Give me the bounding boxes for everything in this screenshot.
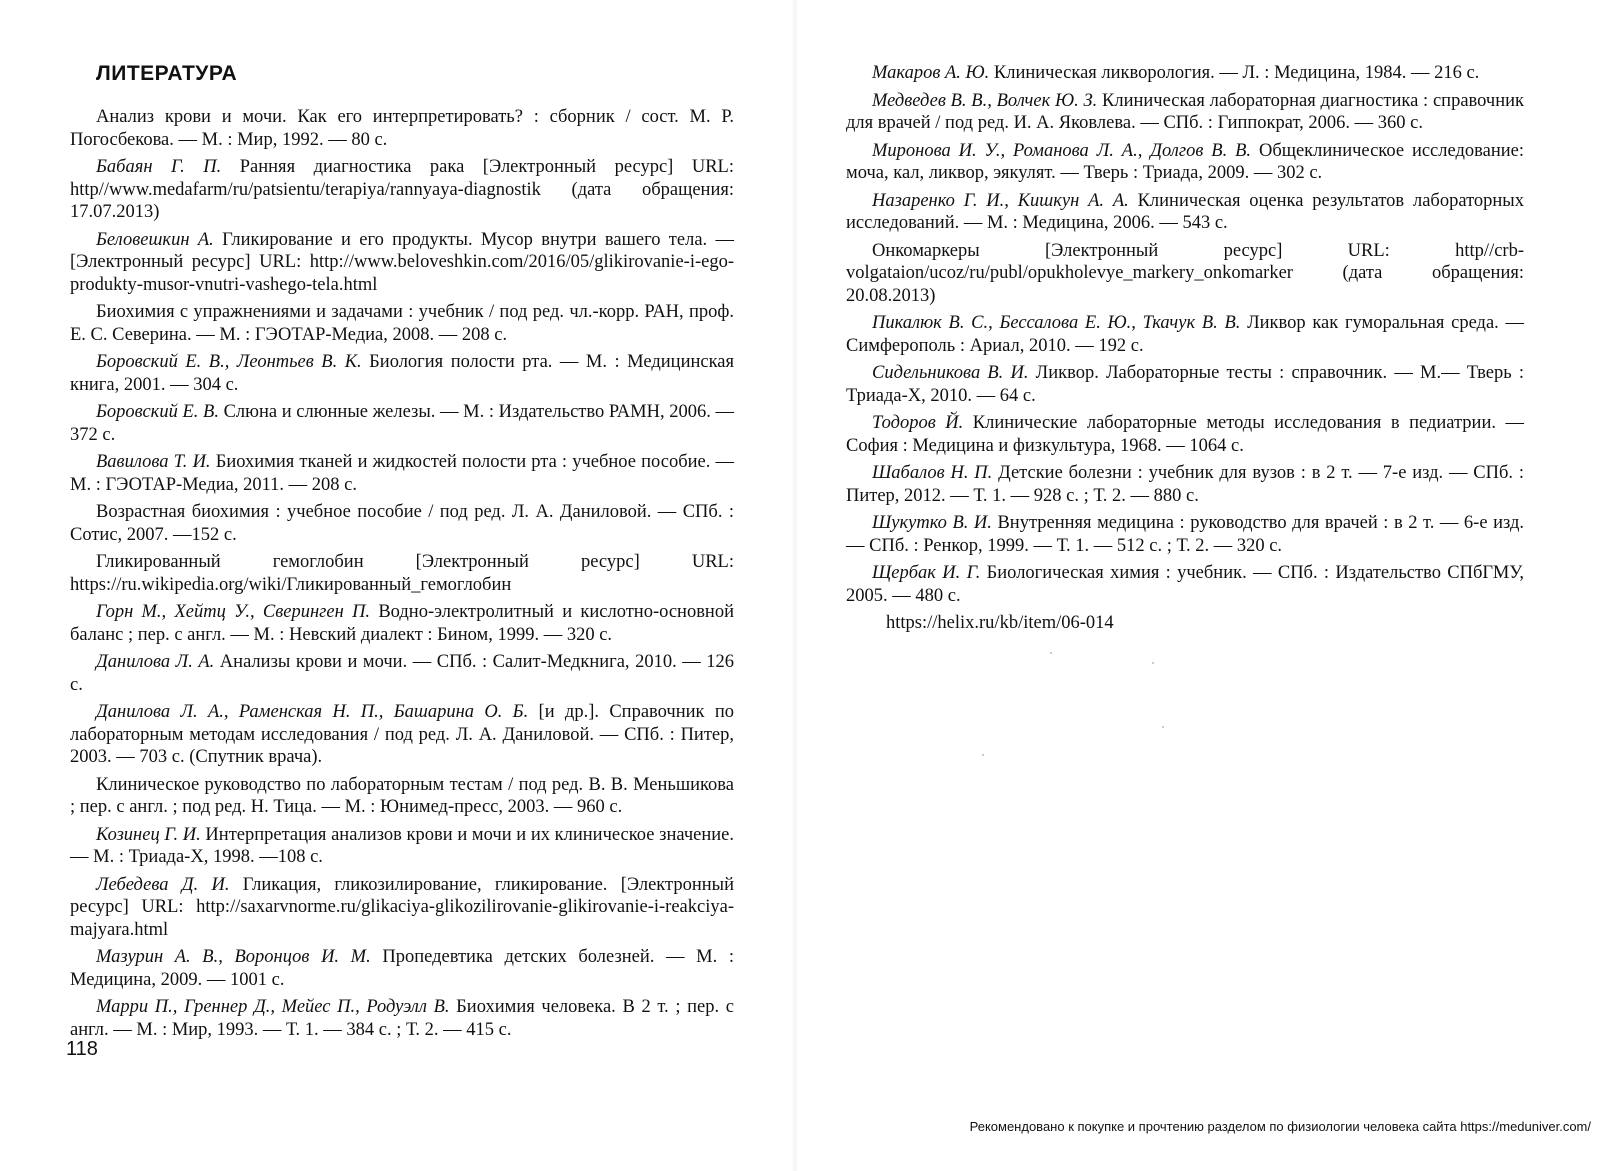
reference-entry [70, 996, 734, 1041]
reference-entry [846, 140, 1524, 185]
reference-entry [70, 874, 734, 942]
reference-text: Гликация, гликозилирование, гликирование. [Электронный ресурс] URL: http://saxarvnorme.ru/glikaciya-glikozilirovanie-glikirovanie-i-reakciya-majyara.html [70, 874, 734, 940]
reference-text: Клиническое руководство по лабораторным тестам / под ред. В. В. Меньшикова ; пер. с англ. ; под ред. Н. Тица. — М. : Юнимед-пресс, 2003. — 960 с. [70, 774, 734, 817]
page-heading: ЛИТЕРАТУРА [96, 62, 238, 85]
reference-entry [70, 301, 734, 346]
reference-author: Боровский Е. В. [96, 402, 219, 422]
reference-text: Детские болезни : учебник для вузов : в 2 т. — 7-е изд. — СПб. : Питер, 2012. — Т. 1. — 928 с. ; Т. 2. — 880 с. [846, 463, 1524, 506]
reference-entry [70, 651, 734, 696]
reference-entry [70, 156, 734, 224]
reference-author: Козинец Г. И. [96, 824, 201, 845]
reference-text: Биологическая химия : учебник. — СПб. : Издательство СПбГМУ, 2005. — 480 с. [846, 563, 1524, 606]
reference-entry [846, 562, 1524, 607]
reference-list-right [846, 62, 1524, 635]
reference-entry [70, 351, 734, 396]
reference-author: Шукутко В. И. [872, 513, 992, 533]
reference-text: Онкомаркеры [Электронный ресурс] URL: http//crb-volgataion/ucoz/ru/publ/opukholevye_markery_onkomarker (дата обращения: 20.08.2013) [846, 240, 1524, 306]
reference-text: Ликвор. Лабораторные тесты : справочник. — М.— Тверь : Триада-Х, 2010. — 64 с. [846, 363, 1524, 406]
reference-entry [70, 106, 734, 151]
reference-entry [846, 362, 1524, 407]
reference-author: Бабаян Г. П. [96, 157, 222, 177]
reference-text: Анализ крови и мочи. Как его интерпретировать? : сборник / сост. М. Р. Погосбекова. — М. : Мир, 1992. — 80 с. [70, 107, 734, 150]
reference-entry [70, 774, 734, 819]
reference-entry [846, 62, 1524, 85]
reference-entry [70, 401, 734, 446]
reference-author: Шабалов Н. П. [872, 463, 993, 483]
reference-text: Водно-электролитный и кислотно-основной баланс ; пер. с англ. — М. : Невский диалект : Бином, 1999. — 320 с. [70, 602, 734, 645]
reference-text: Интерпретация анализов крови и мочи и их клиническое значение. — М. : Триада-Х, 1998. —108 с. [70, 824, 734, 867]
reference-entry [70, 701, 734, 769]
scan-speck [1050, 652, 1052, 654]
reference-text: Слюна и слюнные железы. — М. : Издательство РАМН, 2006. — 372 с. [70, 402, 735, 445]
right-page [800, 0, 1601, 1171]
reference-text: Клинические лабораторные методы исследования в педиатрии. — София : Медицина и физкультура, 1968. — 1064 с. [846, 413, 1524, 456]
reference-text: Анализы крови и мочи. — СПб. : Салит-Медкнига, 2010. — 126 с. [70, 652, 734, 695]
reference-entry [70, 451, 734, 496]
reference-entry [846, 312, 1524, 357]
reference-author: Беловешкин А. [96, 229, 214, 250]
reference-text: Гликированный гемоглобин [Электронный ресурс] URL: https://ru.wikipedia.org/wiki/Гликированный_гемоглобин [70, 552, 734, 595]
reference-author: Щербак И. Г. [872, 563, 981, 583]
reference-text: Ранняя диагностика рака [Электронный ресурс] URL: http//www.medafarm/ru/patsientu/terapiya/rannyaya-diagnostik (дата обращения: 17.07.2013) [70, 157, 734, 222]
left-page [0, 0, 790, 1171]
reference-entry [70, 946, 734, 991]
reference-entry [70, 824, 734, 869]
reference-text: Биохимия тканей и жидкостей полости рта : учебное пособие. — М. : ГЭОТАР-Медиа, 2011. — 208 с. [70, 452, 734, 495]
page-number: 118 [66, 1038, 98, 1060]
reference-text: Общеклиническое исследование: моча, кал, ликвор, эякулят. — Тверь : Триада, 2009. — 302 с. [846, 140, 1524, 183]
scan-speck [1152, 662, 1154, 664]
reference-author: Миронова И. У., Романова Л. А., Долгов В. В. [872, 140, 1252, 161]
reference-text: Биохимия человека. В 2 т. ; пер. с англ. — М. : Мир, 1993. — Т. 1. — 384 с. ; Т. 2. — 415 с. [70, 997, 734, 1040]
footer-recommendation: Рекомендовано к покупке и прочтению разделом по физиологии человека сайта https://meduniver.com/ [969, 1119, 1591, 1134]
reference-entry [846, 412, 1524, 457]
reference-entry [846, 190, 1524, 235]
reference-entry [70, 601, 734, 646]
reference-text: [и др.]. Справочник по лабораторным методам исследования / под ред. Л. А. Даниловой. — СПб. : Питер, 2003. — 703 с. (Спутник врача). [70, 702, 734, 767]
reference-text: Клиническая ликворология. — Л. : Медицина, 1984. — 216 с. [989, 63, 1480, 83]
reference-text: Ликвор как гуморальная среда. — Симферополь : Ариал, 2010. — 192 с. [846, 313, 1524, 356]
reference-author: Сидельникова В. И. [872, 363, 1029, 383]
reference-author: Макаров А. Ю. [872, 63, 990, 83]
reference-author: Лебедева Д. И. [96, 874, 230, 895]
reference-author: Боровский Е. В., Леонтьев В. К. [96, 352, 362, 372]
reference-entry [846, 90, 1524, 135]
reference-entry [70, 501, 734, 546]
reference-author: Мазурин А. В., Воронцов И. М. [96, 947, 371, 967]
book-gutter [792, 0, 798, 1171]
reference-url: https://helix.ru/kb/item/06-014 [886, 613, 1114, 633]
reference-text: Клиническая лабораторная диагностика : справочник для врачей / под ред. И. А. Яковлева. — СПб. : Гиппократ, 2006. — 360 с. [846, 90, 1525, 133]
reference-list-left [70, 106, 734, 1046]
reference-text: Возрастная биохимия : учебное пособие / под ред. Л. А. Даниловой. — СПб. : Сотис, 2007. —152 с. [70, 502, 734, 545]
reference-author: Вавилова Т. И. [96, 452, 211, 472]
reference-author: Тодоров Й. [872, 413, 964, 433]
reference-entry [70, 551, 734, 596]
reference-author: Медведев В. В., Волчек Ю. З. [872, 90, 1098, 111]
reference-entry [846, 240, 1524, 308]
reference-entry [70, 229, 734, 297]
reference-text: Пропедевтика детских болезней. — М. : Медицина, 2009. — 1001 с. [70, 947, 734, 990]
reference-author: Пикалюк В. С., Бессалова Е. Ю., Ткачук В. В. [872, 313, 1241, 333]
reference-author: Марри П., Греннер Д., Мейес П., Родуэлл В. [96, 997, 450, 1017]
reference-author: Данилова Л. А. [96, 652, 215, 672]
reference-entry [846, 512, 1524, 557]
reference-author: Горн М., Хейтц У., Сверинген П. [96, 602, 371, 622]
reference-text: Клиническая оценка результатов лабораторных исследований. — М. : Медицина, 2006. — 543 с. [846, 190, 1524, 233]
reference-text: Биохимия с упражнениями и задачами : учебник / под ред. чл.-корр. РАН, проф. Е. С. Северина. — М. : ГЭОТАР-Медиа, 2008. — 208 с. [70, 302, 734, 345]
reference-text: Гликирование и его продукты. Мусор внутри вашего тела. — [Электронный ресурс] URL: http://www.beloveshkin.com/2016/05/glikirovanie-i-ego-produkty-musor-vnutri-vashego-tela.html [70, 229, 734, 295]
scan-speck [1162, 726, 1164, 728]
reference-text: Внутренняя медицина : руководство для врачей : в 2 т. — 6-е изд. — СПб. : Ренкор, 1999. — Т. 1. — 512 с. ; Т. 2. — 320 с. [846, 513, 1524, 556]
reference-entry [846, 462, 1524, 507]
reference-author: Данилова Л. А., Раменская Н. П., Башарина О. Б. [96, 702, 529, 722]
reference-text: Биология полости рта. — М. : Медицинская книга, 2001. — 304 с. [70, 352, 735, 395]
scan-speck [982, 754, 984, 756]
reference-author: Назаренко Г. И., Кишкун А. А. [872, 190, 1129, 211]
